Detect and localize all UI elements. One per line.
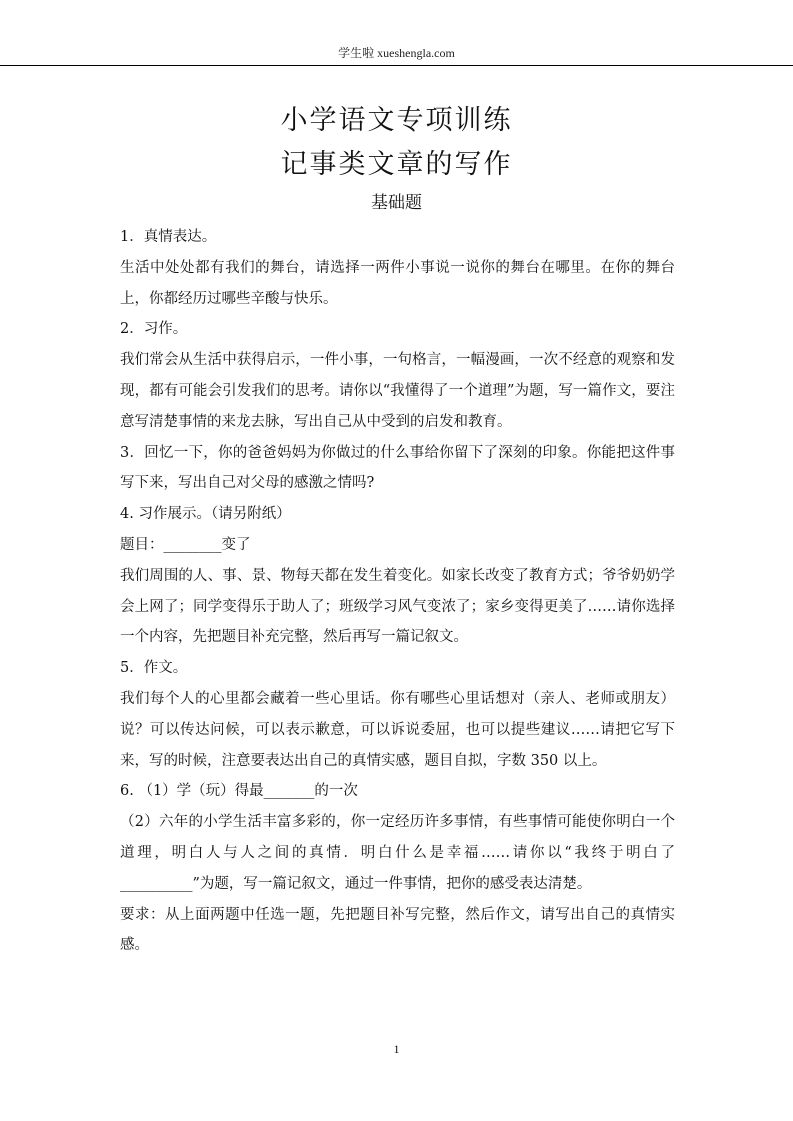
question-6-option-2: （2）六年的小学生活丰富多彩的，你一定经历许多事情，有些事情可能使你明白一个道理，明白人与人之间的真情．明白什么是幸福……请你以“我终于明白了__________”为题，写一篇记叙文，通过一件事情，把你的感受表达清楚。 xyxy=(120,814,675,892)
question-1-heading: 1．真情表达。 xyxy=(120,229,217,245)
page-header: 学生啦 xueshengla.com xyxy=(338,46,455,60)
document-title-line1: 小学语文专项训练 xyxy=(280,105,513,136)
question-5-heading: 5．作文。 xyxy=(120,660,188,677)
document-title-line2: 记事类文章的写作 xyxy=(280,149,513,180)
question-6-option-1: 6. （1）学（玩）得最_______的一次 xyxy=(120,783,358,800)
section-heading: 基础题 xyxy=(371,193,422,213)
question-4-topic: 题目：________变了 xyxy=(120,536,251,553)
header-divider xyxy=(0,65,793,66)
question-6-requirement: 要求：从上面两题中任选一题，先把题目补写完整，然后作文，请写出自己的真情实感。 xyxy=(120,906,675,954)
question-4-heading: 4. 习作展示。（请另附纸） xyxy=(120,506,291,523)
question-2-heading: 2．习作。 xyxy=(120,321,188,338)
question-4-text: 我们周围的人、事、景、物每天都在发生着变化。如家长改变了教育方式；爷爷奶奶学会上网了；同学变得乐于助人了；班级学习风气变浓了；家乡变得更美了……请你选择一个内容，先把题目补充完整，然后再写一篇记叙文。 xyxy=(120,567,675,646)
question-1-text: 生活中处处都有我们的舞台，请选择一两件小事说一说你的舞台在哪里。在你的舞台上，你都经历过哪些辛酸与快乐。 xyxy=(120,259,675,307)
question-3-text: 3．回忆一下，你的爸爸妈妈为你做过的什么事给你留下了深刻的印象。你能把这件事写下来，写出自己对父母的感激之情吗? xyxy=(120,444,675,492)
document-body xyxy=(120,222,675,961)
question-2-text: 我们常会从生活中获得启示，一件小事，一句格言，一幅漫画，一次不经意的观察和发现，都有可能会引发我们的思考。请你以“我懂得了一个道理”为题，写一篇作文，要注意写清楚事情的来龙去脉，写出自己从中受到的启发和教育。 xyxy=(120,352,675,430)
question-5-text: 我们每个人的心里都会藏着一些心里话。你有哪些心里话想对（亲人、老师或朋友）说？可以传达问候，可以表示歉意，可以诉说委屈，也可以提些建议……请把它写下来，写的时候，注意要表达出自己的真情实感，题目自拟，字数 350 以上。 xyxy=(120,690,675,769)
page-number: 1 xyxy=(393,1042,400,1056)
